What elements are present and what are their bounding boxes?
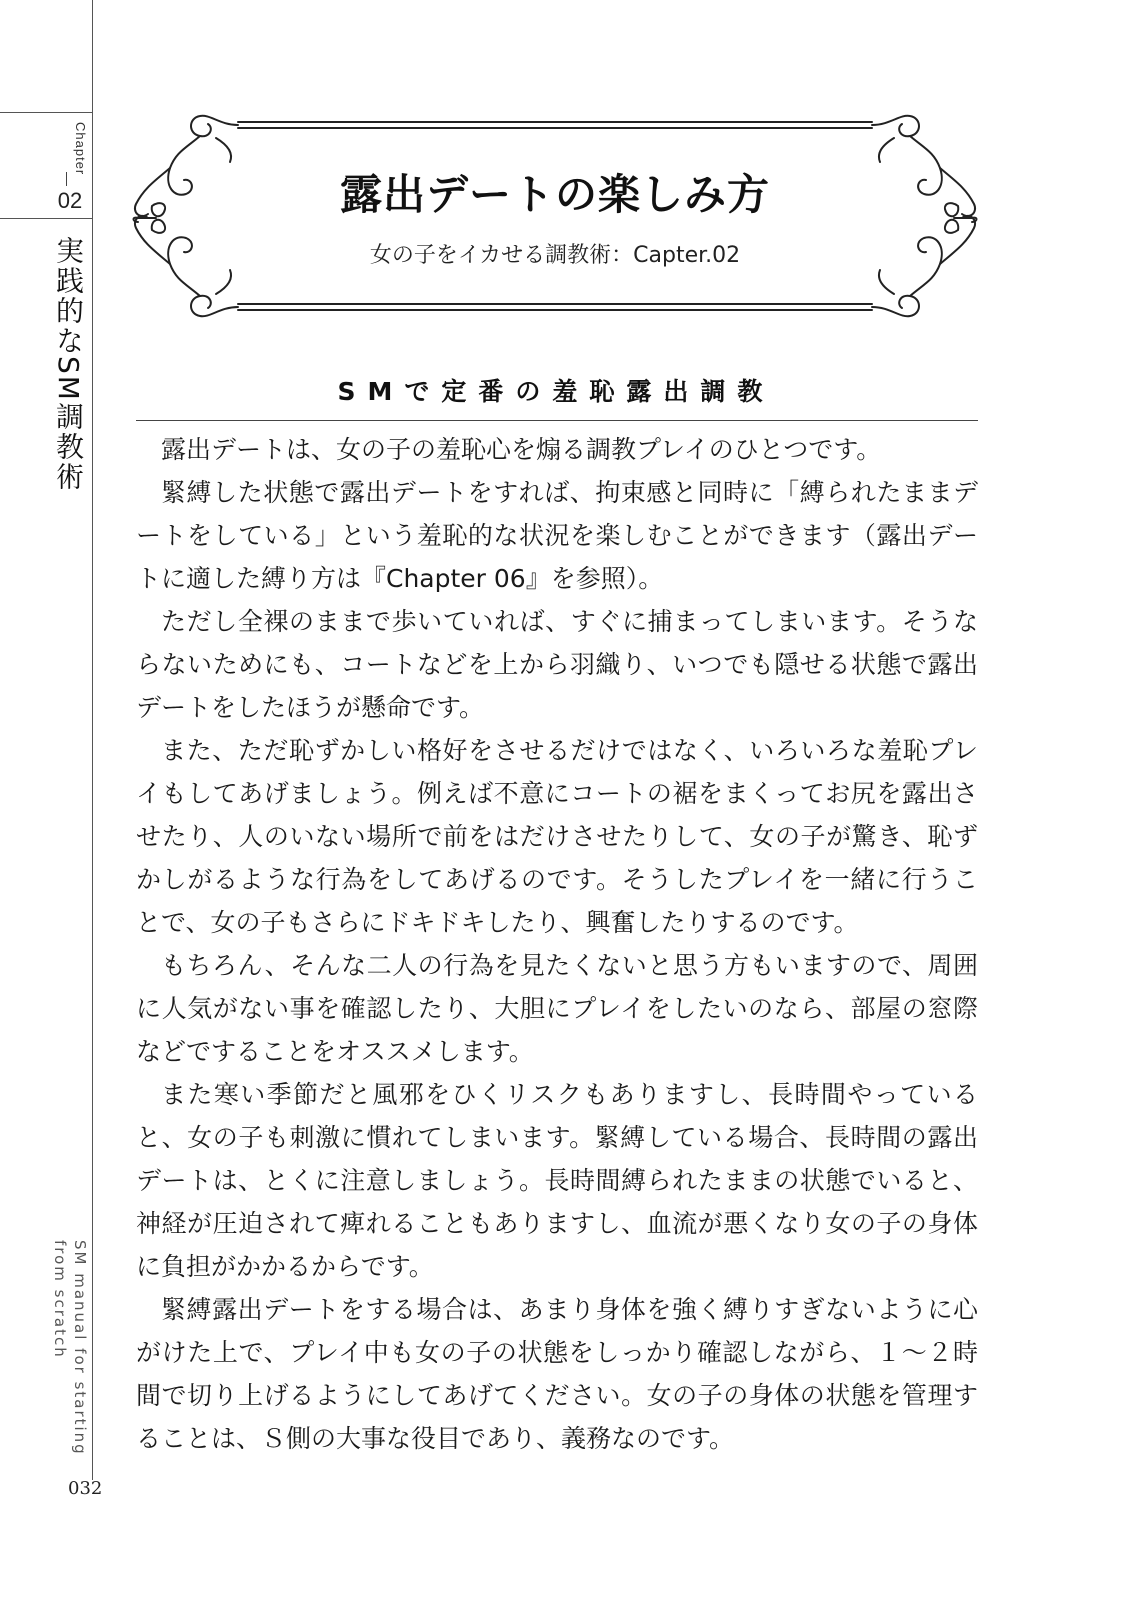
vertical-section-title: 実践的なSM調教術 bbox=[52, 236, 85, 492]
chapter-divider bbox=[66, 172, 67, 186]
vertical-english-caption bbox=[50, 1240, 90, 1470]
paragraph-3: ただし全裸のままで歩いていれば、すぐに捕まってしまいます。そうならないためにも、コートなどを上から羽織り、いつでも隠せる状態で露出デートをしたほうが懸命です。 bbox=[136, 607, 978, 722]
english-caption-line-2: from scratch bbox=[51, 1240, 69, 1359]
body-text bbox=[136, 428, 978, 1460]
paragraph-5: もちろん、そんな二人の行為を見たくないと思う方もいますので、周囲に人気がない事を確認したり、大胆にプレイをしたいのなら、部屋の窓際などですることをオススメします。 bbox=[136, 951, 978, 1066]
paragraph-7: 緊縛露出デートをする場合は、あまり身体を強く縛りすぎないように心がけた上で、プレイ中も女の子の状態をしっかり確認しながら、１～２時間で切り上げるようにしてあげてください。女の子の身体の状態を管理することは、Ｓ側の大事な役目であり、義務なのです。 bbox=[136, 1295, 978, 1453]
english-caption-line-1: SM manual for starting bbox=[71, 1240, 89, 1456]
page-number: 032 bbox=[68, 1478, 103, 1499]
page-subtitle: 女の子をイカせる調教術：Capter.02 bbox=[369, 243, 741, 268]
paragraph-1: 露出デートは、女の子の羞恥心を煽る調教プレイのひとつです。 bbox=[161, 435, 882, 464]
paragraph-4: また、ただ恥ずかしい格好をさせるだけではなく、いろいろな羞恥プレイもしてあげましょう。例えば不意にコートの裾をまくってお尻を露出させたり、人のいない場所で前をはだけさせたりして、女の子が驚き、恥ずかしがるような行為をしてあげるのです。そうしたプレイを一緒に行うことで、女の子もさらにドキドキしたり、興奮したりするのです。 bbox=[136, 736, 978, 937]
section-rule bbox=[136, 420, 978, 421]
paragraph-2: 緊縛した状態で露出デートをすれば、拘束感と同時に「縛られたままデートをしている」という羞恥的な状況を楽しむことができます（露出デートに適した縛り方は『Chapter 06』を参照）。 bbox=[136, 478, 978, 593]
section-heading: SMで定番の羞恥露出調教 bbox=[337, 377, 775, 406]
chapter-box-bottom-rule bbox=[0, 218, 92, 219]
chapter-box-top-rule bbox=[0, 112, 92, 113]
margin-rule bbox=[92, 0, 93, 1480]
chapter-number: 02 bbox=[57, 188, 83, 213]
chapter-label: Chapter bbox=[73, 122, 88, 176]
paragraph-6: また寒い季節だと風邪をひくリスクもありますし、長時間やっていると、女の子も刺激に慣れてしまいます。緊縛している場合、長時間の露出デートは、とくに注意しましょう。長時間縛られたままの状態でいると、神経が圧迫されて痺れることもありますし、血流が悪くなり女の子の身体に負担がかかるからです。 bbox=[136, 1080, 978, 1281]
page-title: 露出デートの楽しみ方 bbox=[339, 170, 770, 219]
